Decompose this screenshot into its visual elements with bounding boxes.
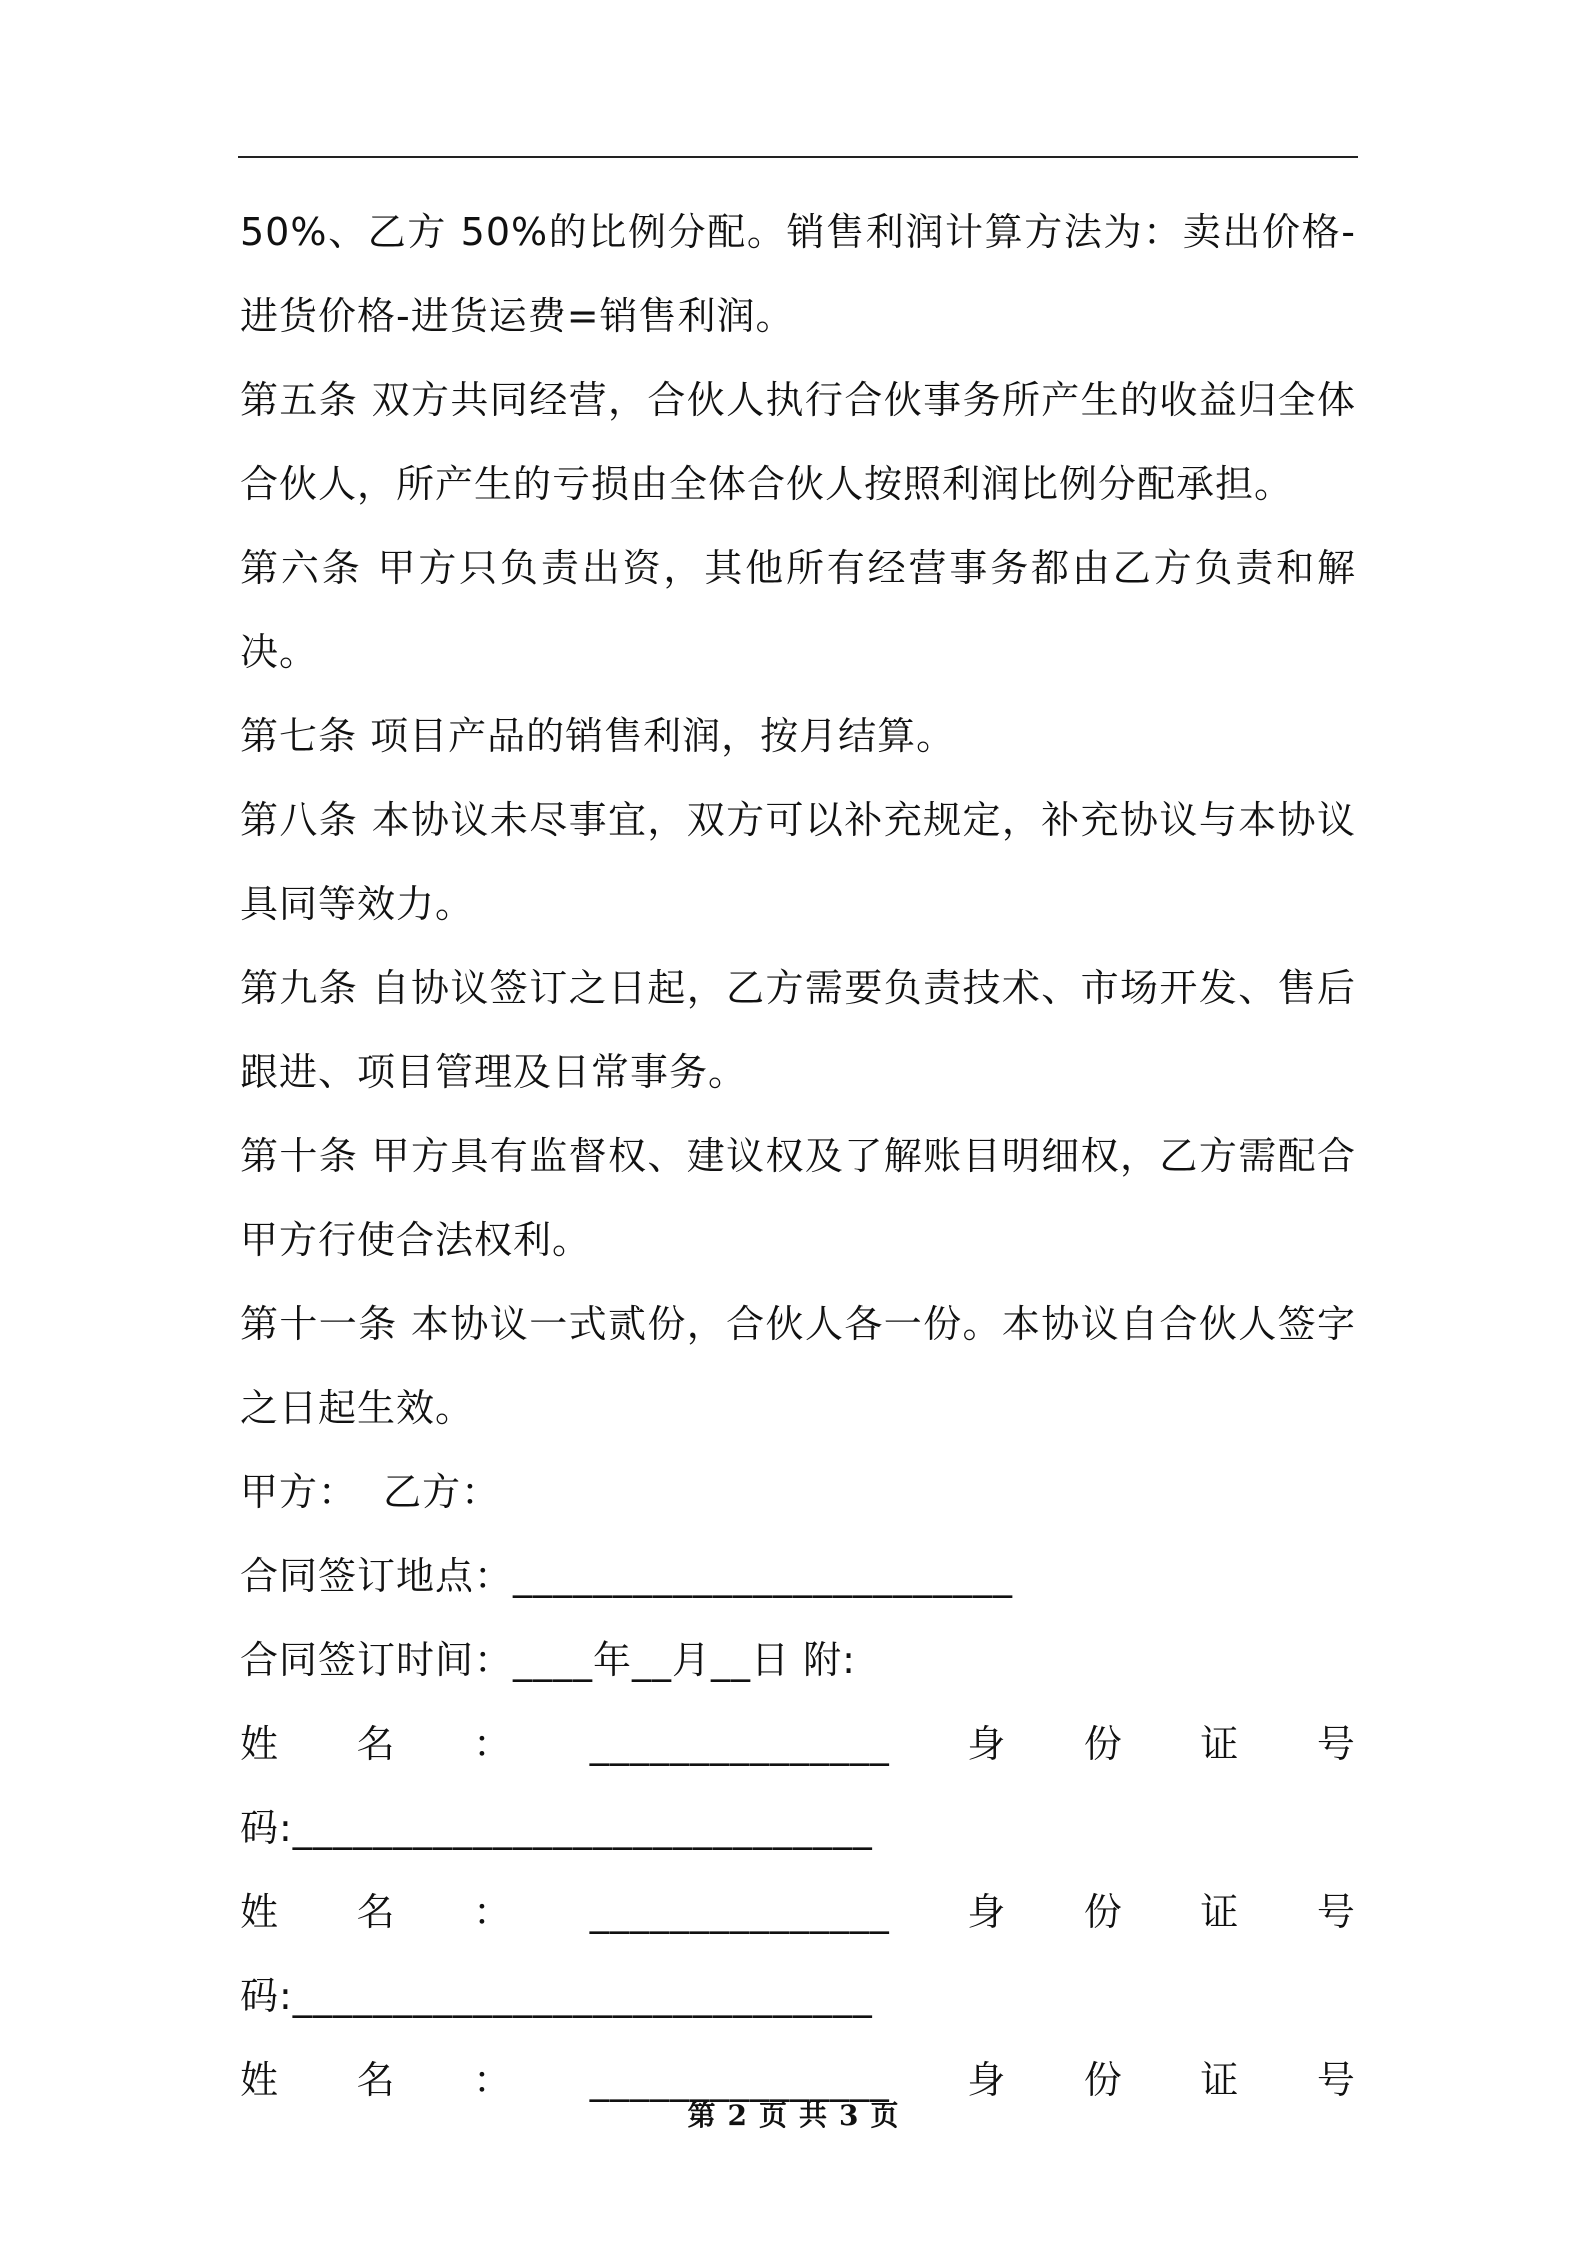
paragraph-article-9: 第九条 自协议签订之日起，乙方需要负责技术、市场开发、售后跟进、项目管理及日常事务。 <box>240 966 1356 1094</box>
total-page-number: 3 <box>839 2099 859 2132</box>
signer-row <box>240 1870 1356 1954</box>
paragraph-article-11: 第十一条 本协议一式贰份，合伙人各一份。本协议自合伙人签字之日起生效。 <box>240 1302 1356 1430</box>
id-label-char: 份 <box>1083 1890 1123 1934</box>
name-blank: _______________ <box>589 2058 890 2102</box>
paragraph-article-7: 第七条 项目产品的销售利润，按月结算。 <box>240 714 956 758</box>
id-number-line: 码:_____________________________ <box>240 1974 873 2018</box>
paragraph-article-6: 第六条 甲方只负责出资，其他所有经营事务都由乙方负责和解决。 <box>240 546 1356 674</box>
name-label-char: 姓 <box>240 1890 280 1934</box>
parties-line: 甲方： 乙方： <box>240 1470 501 1514</box>
page-footer <box>0 2094 1586 2134</box>
header-rule <box>238 156 1358 158</box>
name-blank: _______________ <box>589 1722 890 1766</box>
contract-place-line: 合同签订地点：_________________________ <box>240 1554 1014 1598</box>
paragraph-article-10: 第十条 甲方具有监督权、建议权及了解账目明细权，乙方需配合甲方行使合法权利。 <box>240 1134 1356 1262</box>
id-label-char: 份 <box>1083 2058 1123 2102</box>
id-label-char: 号 <box>1316 1722 1356 1766</box>
footer-ye-total: 页 <box>870 2099 899 2132</box>
id-label-char: 份 <box>1083 1722 1123 1766</box>
name-label-char: 名 <box>356 1722 396 1766</box>
id-label-char: 号 <box>1316 1890 1356 1934</box>
paragraph-article-8: 第八条 本协议未尽事宜，双方可以补充规定，补充协议与本协议具同等效力。 <box>240 798 1356 926</box>
id-label-char: 身 <box>967 2058 1007 2102</box>
footer-gong: 共 <box>799 2099 828 2132</box>
id-label-char: 号 <box>1316 2058 1356 2102</box>
footer-di: 第 <box>687 2099 716 2132</box>
name-colon: ： <box>473 2058 513 2102</box>
id-label-char: 证 <box>1200 2058 1240 2102</box>
name-label-char: 姓 <box>240 2058 280 2102</box>
id-label-char: 身 <box>967 1890 1007 1934</box>
footer-ye: 页 <box>758 2099 787 2132</box>
name-colon: ： <box>473 1722 513 1766</box>
id-label-char: 证 <box>1200 1722 1240 1766</box>
name-label-char: 姓 <box>240 1722 280 1766</box>
paragraph-article-5: 第五条 双方共同经营，合伙人执行合伙事务所产生的收益归全体合伙人，所产生的亏损由全体合伙人按照利润比例分配承担。 <box>240 378 1356 506</box>
paragraph-profit-split: 50%、乙方 50%的比例分配。销售利润计算方法为：卖出价格-进货价格-进货运费=销售利润。 <box>240 210 1356 338</box>
current-page-number: 2 <box>727 2099 747 2132</box>
name-label-char: 名 <box>356 1890 396 1934</box>
name-label-char: 名 <box>356 2058 396 2102</box>
contract-time-line: 合同签订时间：____年__月__日 附: <box>240 1638 856 1682</box>
id-label-char: 身 <box>967 1722 1007 1766</box>
id-number-line: 码:_____________________________ <box>240 1806 873 1850</box>
name-colon: ： <box>473 1890 513 1934</box>
document-body <box>240 190 1356 2122</box>
signer-row <box>240 1702 1356 1786</box>
id-label-char: 证 <box>1200 1890 1240 1934</box>
name-blank: _______________ <box>589 1890 890 1934</box>
